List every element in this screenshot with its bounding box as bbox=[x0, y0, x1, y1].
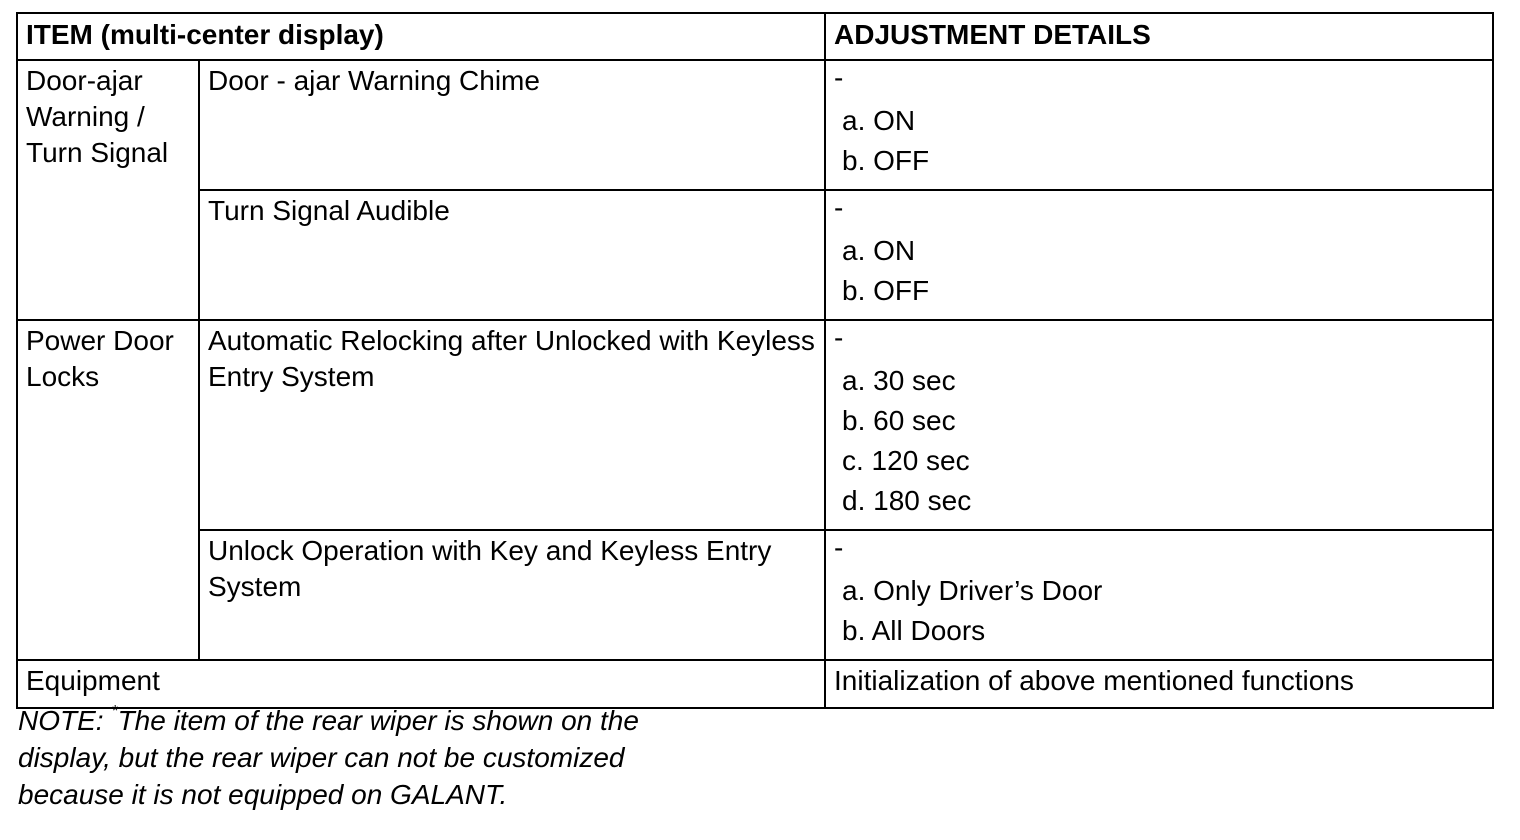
option-on: a. ON bbox=[842, 235, 916, 266]
header-item: ITEM (multi-center display) bbox=[17, 13, 825, 60]
table-row bbox=[17, 530, 1493, 660]
item-unlock-operation: Unlock Operation with Key and Keyless Entry System bbox=[199, 530, 825, 660]
item-automatic-relocking: Automatic Relocking after Unlocked with Keyless Entry System bbox=[199, 320, 825, 530]
placeholder-dash: - bbox=[834, 62, 844, 93]
placeholder-dash: - bbox=[834, 532, 844, 563]
asterisk-marker: * bbox=[111, 703, 118, 720]
placeholder-dash: - bbox=[834, 322, 844, 353]
header-adjustment-details: ADJUSTMENT DETAILS bbox=[825, 13, 1493, 60]
option-60-sec: b. 60 sec bbox=[842, 405, 956, 436]
adjustment-automatic-relocking bbox=[825, 320, 1493, 530]
option-all-doors: b. All Doors bbox=[842, 615, 986, 646]
adjustment-turn-signal-audible bbox=[825, 190, 1493, 320]
adjustment-door-ajar-chime bbox=[825, 60, 1493, 190]
table-row bbox=[17, 190, 1493, 320]
note-text: The item of the rear wiper is shown on the display, but the rear wiper can not be customized because it is not equipped on GALANT. bbox=[18, 705, 639, 810]
adjustment-unlock-operation bbox=[825, 530, 1493, 660]
option-off: b. OFF bbox=[842, 275, 930, 306]
placeholder-dash: - bbox=[834, 192, 844, 223]
item-turn-signal-audible: Turn Signal Audible bbox=[199, 190, 825, 320]
item-door-ajar-chime: Door - ajar Warning Chime bbox=[199, 60, 825, 190]
option-180-sec: d. 180 sec bbox=[842, 485, 972, 516]
adjustment-equipment: Initialization of above mentioned functions bbox=[825, 660, 1493, 708]
table-row bbox=[17, 60, 1493, 190]
table-row bbox=[17, 320, 1493, 530]
table-header-row bbox=[17, 13, 1493, 60]
item-equipment: Equipment bbox=[17, 660, 825, 708]
table-row bbox=[17, 660, 1493, 708]
option-on: a. ON bbox=[842, 105, 916, 136]
option-120-sec: c. 120 sec bbox=[842, 445, 970, 476]
customization-table bbox=[16, 12, 1494, 709]
option-30-sec: a. 30 sec bbox=[842, 365, 956, 396]
option-off: b. OFF bbox=[842, 145, 930, 176]
option-only-drivers-door: a. Only Driver’s Door bbox=[842, 575, 1103, 606]
category-power-door-locks: Power Door Locks bbox=[17, 320, 199, 660]
category-door-ajar: Door-ajar Warning / Turn Signal bbox=[17, 60, 199, 320]
footnote bbox=[18, 702, 738, 813]
note-prefix: NOTE: bbox=[18, 705, 112, 736]
